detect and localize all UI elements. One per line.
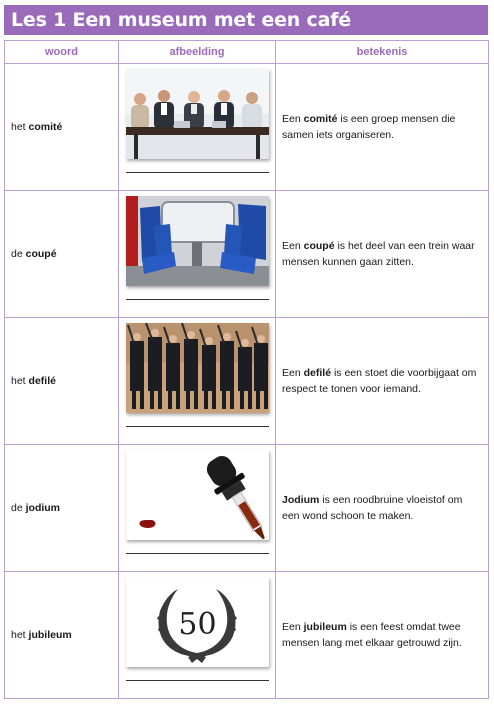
meaning-word: Jodium xyxy=(282,494,320,506)
meaning-word: defilé xyxy=(303,367,332,379)
image-cell xyxy=(119,445,276,572)
meaning-pre: Een xyxy=(282,240,301,252)
answer-line[interactable] xyxy=(126,426,269,427)
meaning-word: comité xyxy=(303,113,338,125)
committee-photo xyxy=(126,69,269,159)
parade-photo xyxy=(126,323,269,413)
iodine-dropper-photo xyxy=(126,450,269,540)
image-cell xyxy=(119,191,276,318)
meaning-text: is een feest omdat twee mensen lang met elkaar getrouwd zijn. xyxy=(282,621,462,649)
answer-line[interactable] xyxy=(126,680,269,681)
vocabulary-table xyxy=(4,40,489,699)
train-compartment-photo xyxy=(126,196,269,286)
header-afbeelding: afbeelding xyxy=(119,41,276,64)
meaning-word: coupé xyxy=(303,240,335,252)
word: jubileum xyxy=(28,629,72,641)
word-cell xyxy=(5,445,119,572)
answer-line[interactable] xyxy=(126,553,269,554)
header-row xyxy=(5,41,489,64)
word-cell xyxy=(5,64,119,191)
article: het xyxy=(11,121,26,133)
word: defilé xyxy=(28,375,56,387)
meaning-pre: Een xyxy=(282,621,301,633)
header-betekenis: betekenis xyxy=(276,41,489,64)
image-cell xyxy=(119,572,276,699)
meaning-cell xyxy=(276,572,489,699)
word-cell xyxy=(5,191,119,318)
anniversary-number: 50 xyxy=(178,607,217,642)
table-row xyxy=(5,572,489,699)
word: coupé xyxy=(25,248,57,260)
meaning-text: is een groep mensen die samen iets organiseren. xyxy=(282,113,456,141)
meaning-text: is een stoet die voorbijgaat om respect te tonen voor iemand. xyxy=(282,367,477,395)
word: jodium xyxy=(25,502,61,514)
meaning-cell xyxy=(276,318,489,445)
meaning-text: is het deel van een trein waar mensen kunnen gaan zitten. xyxy=(282,240,475,268)
answer-line[interactable] xyxy=(126,299,269,300)
title-bar xyxy=(4,5,488,35)
meaning-pre: Een xyxy=(282,367,301,379)
page-title: Les 1 Een museum met een café xyxy=(11,9,351,31)
table-row xyxy=(5,318,489,445)
article: de xyxy=(11,502,23,514)
meaning-cell xyxy=(276,64,489,191)
answer-line[interactable] xyxy=(126,172,269,173)
table-row xyxy=(5,445,489,572)
header-woord: woord xyxy=(5,41,119,64)
image-cell xyxy=(119,318,276,445)
article: het xyxy=(11,375,26,387)
meaning-pre: Een xyxy=(282,113,301,125)
word-cell xyxy=(5,572,119,699)
word-cell xyxy=(5,318,119,445)
table-row xyxy=(5,191,489,318)
anniversary-50-wreath xyxy=(126,577,269,667)
meaning-cell xyxy=(276,445,489,572)
article: de xyxy=(11,248,23,260)
meaning-text: is een roodbruine vloeistof om een wond schoon te maken. xyxy=(282,494,463,522)
word: comité xyxy=(28,121,63,133)
article: het xyxy=(11,629,26,641)
table-row xyxy=(5,64,489,191)
image-cell xyxy=(119,64,276,191)
meaning-word: jubileum xyxy=(303,621,347,633)
meaning-cell xyxy=(276,191,489,318)
